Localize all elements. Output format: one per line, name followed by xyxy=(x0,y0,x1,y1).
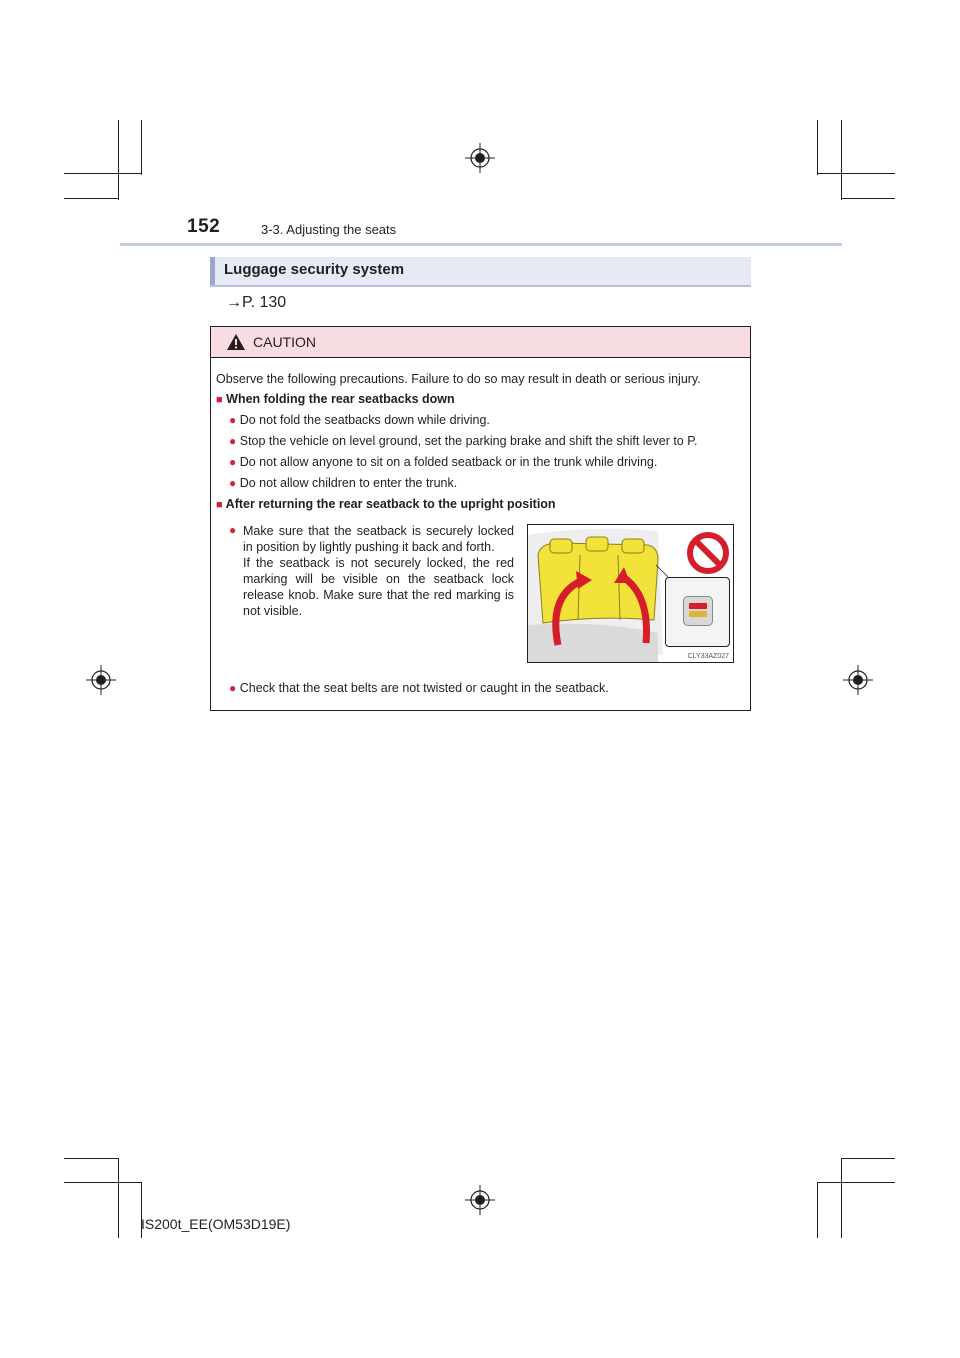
seatback-illustration xyxy=(527,524,734,663)
square-bullet-icon: ■ xyxy=(216,499,223,511)
lock-knob xyxy=(683,596,713,626)
crop-line xyxy=(841,120,842,200)
section-heading-bar xyxy=(210,257,751,287)
caution-intro: Observe the following precautions. Failure to do so may result in death or serious injury. xyxy=(216,372,701,386)
square-bullet-icon: ■ xyxy=(216,394,223,406)
crop-line xyxy=(841,198,895,199)
caution-item-text: Do not allow anyone to sit on a folded seatback or in the trunk while driving. xyxy=(239,455,658,469)
caution-item-text: Make sure that the seatback is securely locked in position by lightly pushing it back and forth. If the seatback is not securely locked, the red marking will be visible on the seatback lock release knob. Make sure that the red marking is not visible. xyxy=(243,524,514,618)
image-code: CLY33AZ027 xyxy=(687,653,729,660)
caution-item-text: Do not fold the seatbacks down while driving. xyxy=(239,413,490,427)
registration-mark-icon xyxy=(465,143,495,173)
crop-line xyxy=(817,1182,895,1183)
caution-header xyxy=(211,327,750,358)
warning-triangle-icon xyxy=(226,333,246,351)
registration-mark-icon xyxy=(86,665,116,695)
crop-line xyxy=(64,198,119,199)
crop-line xyxy=(64,1182,141,1183)
caution-title: CAUTION xyxy=(253,334,316,350)
section-title: 3-3. Adjusting the seats xyxy=(261,222,397,237)
crop-line xyxy=(118,120,119,200)
caution-item xyxy=(229,412,490,428)
heading-accent xyxy=(210,257,215,285)
caution-item xyxy=(229,475,457,491)
circle-bullet-icon: ● xyxy=(229,476,237,490)
caution-item xyxy=(229,680,609,696)
circle-bullet-icon: ● xyxy=(229,455,237,469)
manual-code: IS200t_EE(OM53D19E) xyxy=(141,1216,291,1232)
crop-line xyxy=(141,120,142,175)
prohibited-icon xyxy=(686,531,730,575)
knob-detail xyxy=(689,611,707,617)
caution-item xyxy=(229,433,697,449)
caution-item-text: Stop the vehicle on level ground, set the parking brake and shift the shift lever to P. xyxy=(239,434,698,448)
red-marking xyxy=(689,603,707,609)
group-title-text: After returning the rear seatback to the upright position xyxy=(225,497,556,511)
caution-item-text: Do not allow children to enter the trunk. xyxy=(239,476,458,490)
group-title-text: When folding the rear seatbacks down xyxy=(226,392,455,406)
header-rule xyxy=(120,243,842,246)
circle-bullet-icon: ● xyxy=(229,434,237,448)
crop-line xyxy=(817,173,895,174)
section-heading: Luggage security system xyxy=(224,261,405,278)
circle-bullet-icon: ● xyxy=(229,681,237,695)
caution-group-title xyxy=(216,391,455,408)
caution-group-title xyxy=(216,496,556,513)
crop-line xyxy=(64,1158,119,1159)
circle-bullet-icon: ● xyxy=(229,523,237,537)
caution-item-text: Check that the seat belts are not twisted or caught in the seatback. xyxy=(239,681,609,695)
crop-line xyxy=(64,173,141,174)
caution-item xyxy=(229,454,657,470)
registration-mark-icon xyxy=(465,1185,495,1215)
crop-line xyxy=(841,1158,895,1159)
crop-line xyxy=(817,120,818,175)
page-reference-link[interactable]: →P. 130 xyxy=(226,294,287,311)
crop-line xyxy=(118,1158,119,1238)
crop-line xyxy=(817,1182,818,1238)
crop-line xyxy=(841,1158,842,1238)
circle-bullet-icon: ● xyxy=(229,413,237,427)
lock-knob-inset xyxy=(665,577,730,647)
registration-mark-icon xyxy=(843,665,873,695)
page-number: 152 xyxy=(187,216,221,237)
caution-box xyxy=(210,326,751,711)
